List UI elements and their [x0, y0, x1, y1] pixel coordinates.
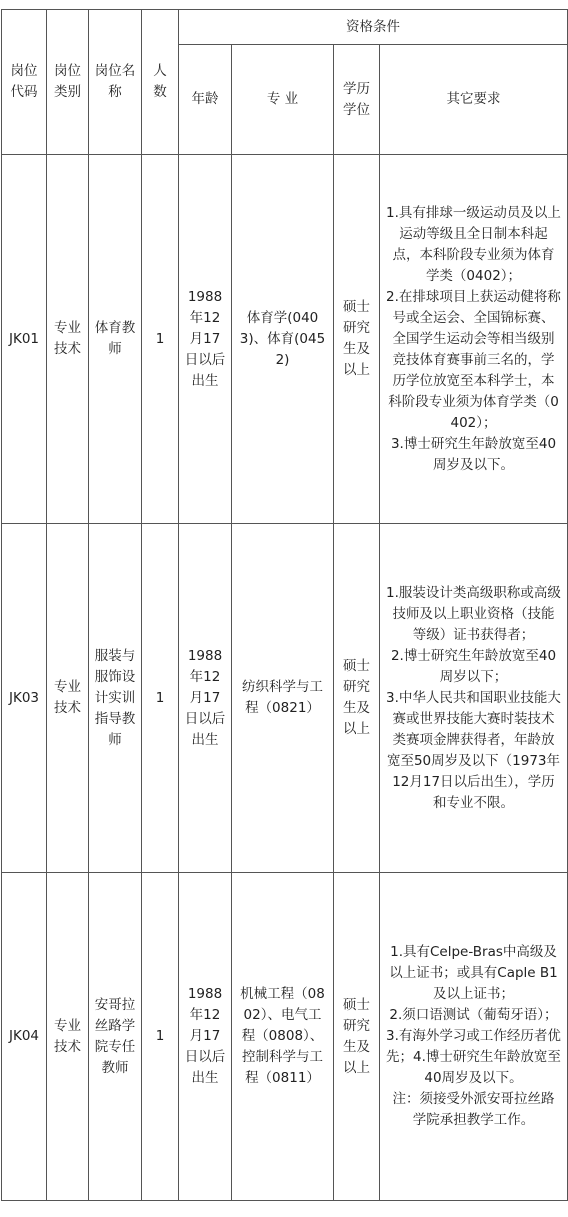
cell-code: JK04 [2, 873, 47, 1201]
cell-code: JK01 [2, 155, 47, 524]
cell-age: 1988年12月17日以后出生 [179, 155, 232, 524]
cell-degree: 硕士研究生及以上 [334, 155, 380, 524]
table-row [2, 524, 568, 873]
cell-name: 体育教师 [89, 155, 142, 524]
cell-category: 专业技术 [47, 524, 89, 873]
cell-category: 专业技术 [47, 155, 89, 524]
cell-age: 1988年12月17日以后出生 [179, 524, 232, 873]
recruitment-table [1, 9, 568, 1201]
cell-major: 机械工程（0802）、电气工程（0808）、控制科学与工程（0811） [232, 873, 334, 1201]
cell-code: JK03 [2, 524, 47, 873]
cell-count: 1 [142, 524, 179, 873]
cell-other [380, 524, 568, 873]
requirement-item: 1.具有排球一级运动员及以上运动等级且全日制本科起点，本科阶段专业须为体育学类（0402）； [386, 204, 561, 284]
requirement-item: 3.中华人民共和国职业技能大赛或世界技能大赛时装技术类赛项金牌获得者，年龄放宽至50周岁及以下（1973年12月17日以后出生），学历和专业不限。 [386, 689, 561, 811]
header-other: 其它要求 [380, 45, 568, 155]
cell-degree: 硕士研究生及以上 [334, 873, 380, 1201]
header-category: 岗位类别 [47, 10, 89, 155]
requirement-item: 注：须接受外派安哥拉丝路学院承担教学工作。 [392, 1091, 555, 1128]
header-qualifications: 资格条件 [179, 10, 568, 45]
requirement-item: 2.须口语测试（葡萄牙语）； [389, 1007, 558, 1023]
cell-major: 体育学(0403)、体育(0452) [232, 155, 334, 524]
cell-name: 安哥拉丝路学院专任教师 [89, 873, 142, 1201]
requirement-item: 1.具有Celpe-Bras中高级及以上证书；或具有Caple B1及以上证书； [389, 944, 558, 1002]
cell-name: 服装与服饰设计实训指导教师 [89, 524, 142, 873]
header-degree: 学历学位 [334, 45, 380, 155]
cell-degree: 硕士研究生及以上 [334, 524, 380, 873]
header-age: 年龄 [179, 45, 232, 155]
table-row [2, 155, 568, 524]
header-code: 岗位代码 [2, 10, 47, 155]
header-row-1 [2, 10, 568, 45]
cell-category: 专业技术 [47, 873, 89, 1201]
cell-major: 纺织科学与工程（0821） [232, 524, 334, 873]
requirement-item: 2.博士研究生年龄放宽至40周岁以下； [390, 647, 557, 685]
requirement-item: 1.服装设计类高级职称或高级技师及以上职业资格（技能等级）证书获得者； [386, 584, 561, 643]
header-name: 岗位名称 [89, 10, 142, 155]
cell-count: 1 [142, 155, 179, 524]
header-count: 人数 [142, 10, 179, 155]
requirement-item: 3.博士研究生年龄放宽至40周岁及以下。 [390, 435, 557, 473]
table-row [2, 873, 568, 1201]
header-major: 专 业 [232, 45, 334, 155]
cell-age: 1988年12月17日以后出生 [179, 873, 232, 1201]
cell-other [380, 155, 568, 524]
requirement-item: 2.在排球项目上获运动健将称号或全运会、全国锦标赛、全国学生运动会等相当级别竞技体育赛事前三名的，学历学位放宽至本科学士，本科阶段专业须为体育学类（0402）； [386, 288, 561, 431]
cell-other [380, 873, 568, 1201]
requirement-item: 3.有海外学习或工作经历者优先；4.博士研究生年龄放宽至40周岁及以下。 [386, 1028, 561, 1086]
cell-count: 1 [142, 873, 179, 1201]
